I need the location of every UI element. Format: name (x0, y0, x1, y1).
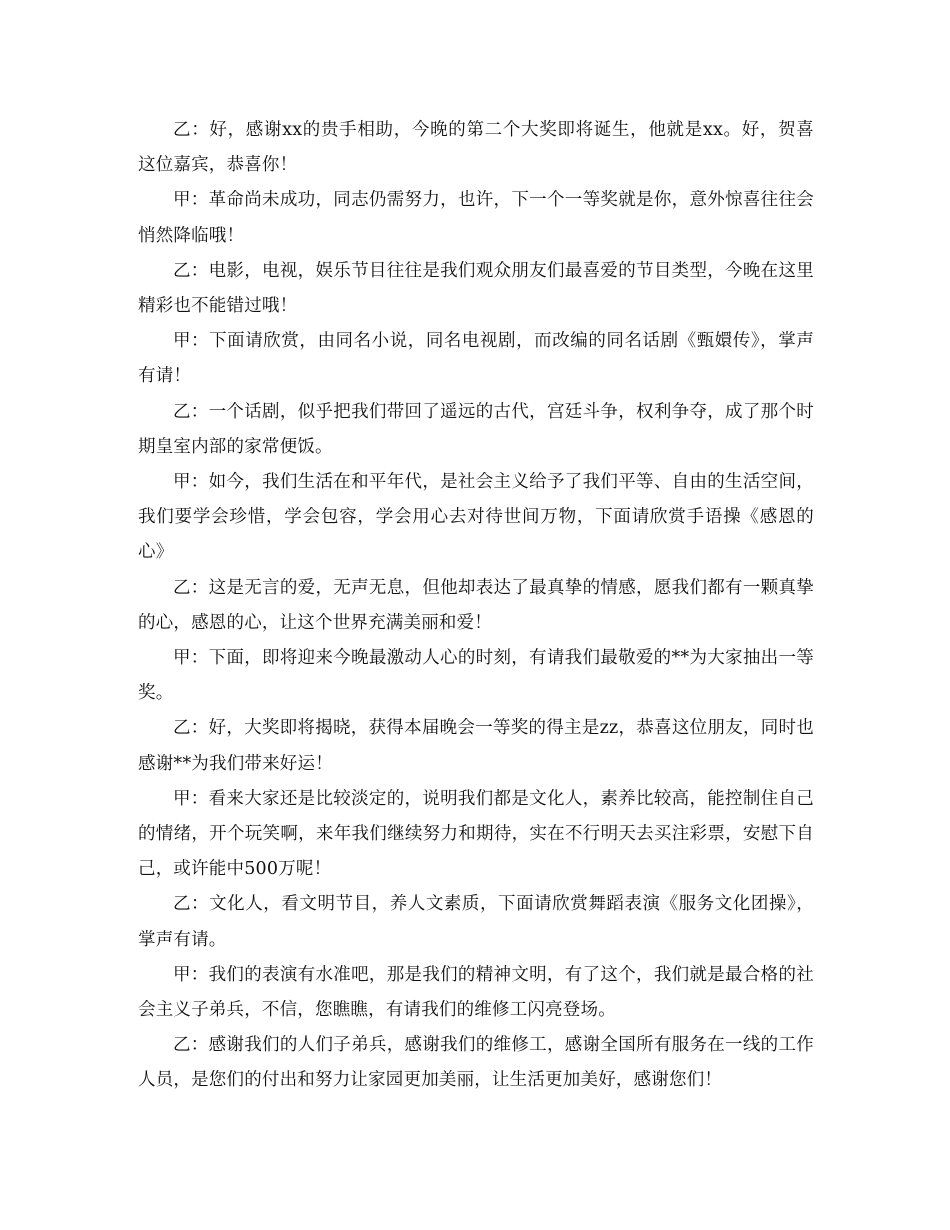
paragraph-5: 乙：一个话剧，似乎把我们带回了遥远的古代，宫廷斗争，权利争夺，成了那个时期皇室内部的家常便饭。 (138, 401, 814, 457)
paragraph-12: 甲：我们的表演有水准吧，那是我们的精神文明，有了这个，我们就是最合格的社会主义子弟兵，不信，您瞧瞧，有请我们的维修工闪亮登场。 (138, 964, 814, 1021)
paragraph-2: 甲：革命尚未成功，同志仍需努力，也许，下一个一等奖就是你，意外惊喜往往会悄然降临哦！ (138, 190, 814, 246)
paragraph-13: 乙：感谢我们的人们子弟兵，感谢我们的维修工，感谢全国所有服务在一线的工作人员，是您们的付出和努力让家园更加美丽，让生活更加美好，感谢您们！ (138, 1035, 814, 1091)
paragraph-7: 乙：这是无言的爱，无声无息，但他却表达了最真挚的情感，愿我们都有一颗真挚的心，感恩的心，让这个世界充满美丽和爱！ (138, 577, 814, 633)
paragraph-6: 甲：如今，我们生活在和平年代，是社会主义给予了我们平等、自由的生活空间，我们要学会珍惜，学会包容，学会用心去对待世间万物，下面请欣赏手语操《感恩的心》 (138, 472, 814, 563)
document-body (138, 113, 814, 1099)
paragraph-9: 乙：好，大奖即将揭晓，获得本届晚会一等奖的得主是zz，恭喜这位朋友，同时也感谢**为我们带来好运！ (138, 718, 814, 774)
paragraph-4: 甲：下面请欣赏，由同名小说，同名电视剧，而改编的同名话剧《甄嬛传》，掌声有请！ (138, 331, 814, 387)
paragraph-8: 甲：下面，即将迎来今晚最激动人心的时刻，有请我们最敬爱的**为大家抽出一等奖。 (138, 648, 814, 704)
paragraph-3: 乙：电影，电视，娱乐节目往往是我们观众朋友们最喜爱的节目类型，今晚在这里精彩也不能错过哦！ (138, 260, 814, 317)
paragraph-1: 乙：好，感谢xx的贵手相助，今晚的第二个大奖即将诞生，他就是xx。好，贺喜这位嘉宾，恭喜你！ (138, 120, 814, 176)
paragraph-10: 甲：看来大家还是比较淡定的，说明我们都是文化人，素养比较高，能控制住自己的情绪，开个玩笑啊，来年我们继续努力和期待，实在不行明天去买注彩票，安慰下自己，或许能中500万呢！ (138, 788, 814, 880)
paragraph-11: 乙：文化人，看文明节目，养人文素质，下面请欣赏舞蹈表演《服务文化团操》，掌声有请。 (138, 894, 814, 950)
